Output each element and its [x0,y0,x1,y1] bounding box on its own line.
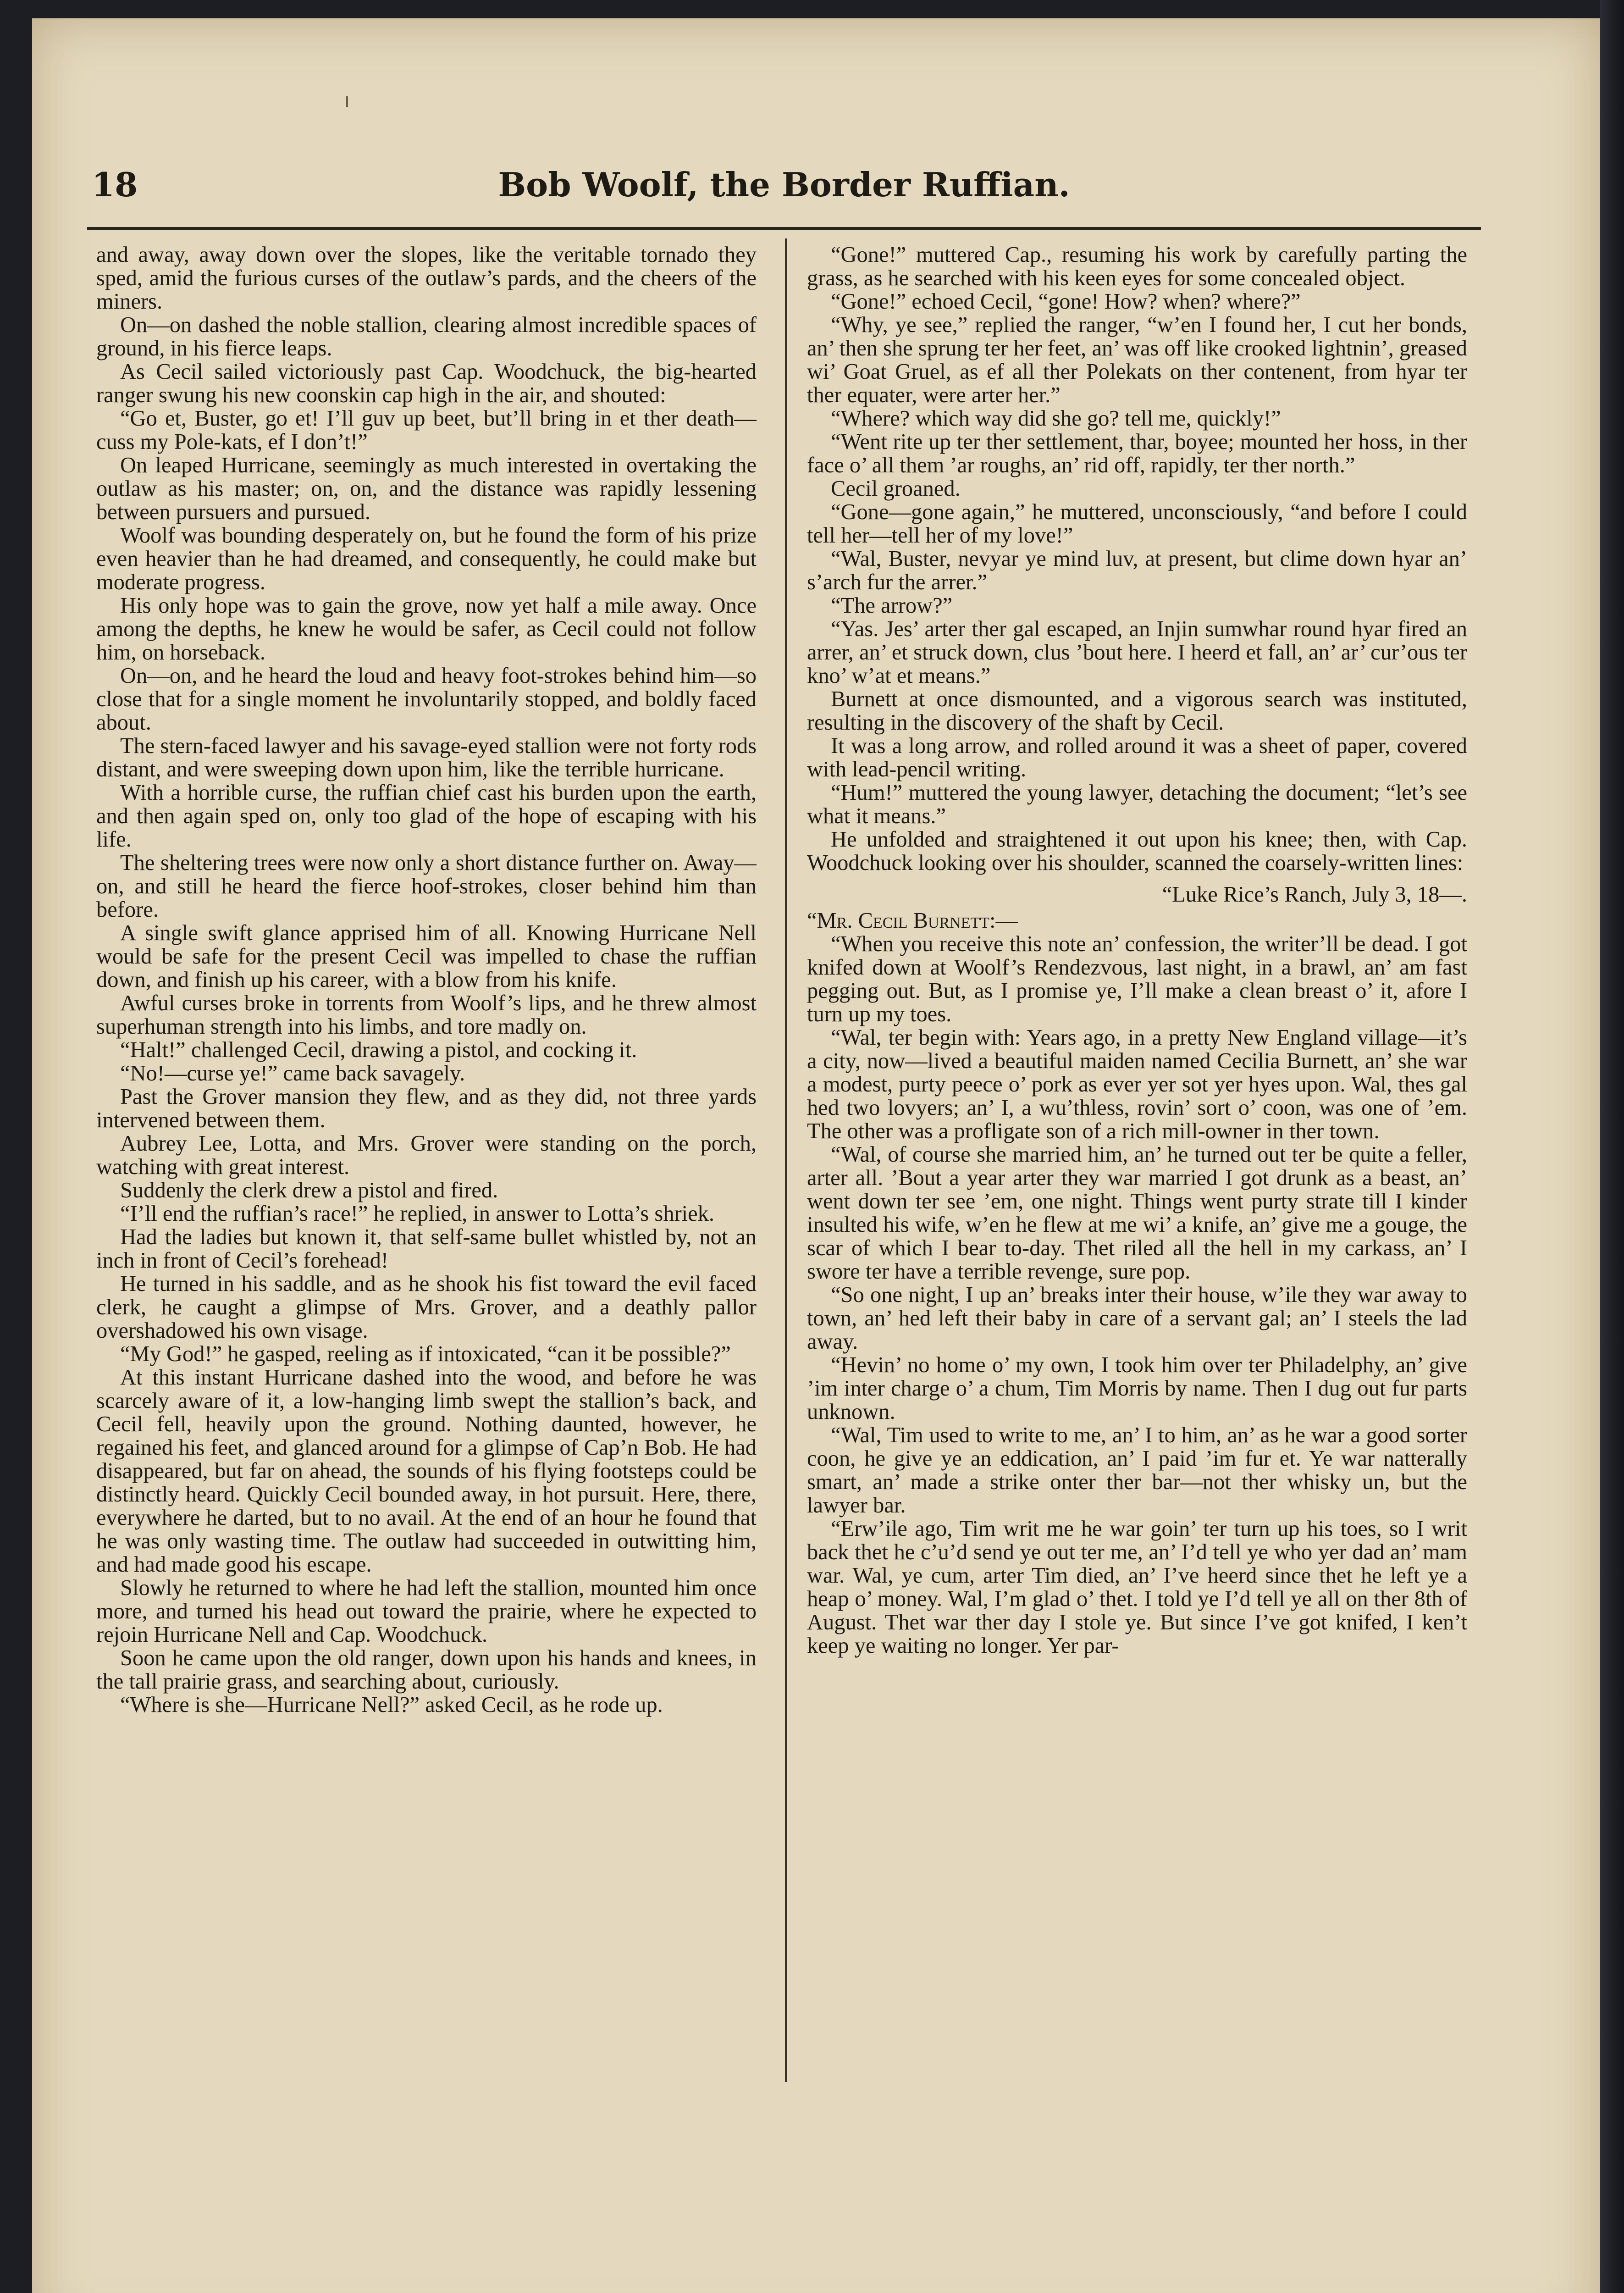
paragraph: “Hevin’ no home o’ my own, I took him over ter Philadelphy, an’ give ’im inter charge o’ a chum, Tim Morris by name. Then I dug out fur parts unknown. [807,1353,1467,1424]
paragraph: Past the Grover mansion they flew, and as they did, not three yards intervened between them. [96,1085,757,1132]
paragraph: As Cecil sailed victoriously past Cap. Woodchuck, the big-hearted ranger swung his new coonskin cap high in the air, and shouted: [96,360,757,407]
paragraph: “Wal, ter begin with: Years ago, in a pretty New England village—it’s a city, now—lived a beautiful maiden named Cecilia Burnett, an’ she war a modest, purty peece o’ pork as ever yer sot yer hyes upon. Wal, thes gal hed two lovyers; an’ I, a wu’thless, rovin’ sort o’ coon, was one of ’em. The other was a profligate son of a rich mill-owner in ther town. [807,1025,1467,1143]
column-divider [785,238,787,2082]
page-header [92,156,1476,220]
paragraph: Suddenly the clerk drew a pistol and fired. [120,1178,498,1202]
paragraph: “No!—curse ye!” came back savagely. [120,1061,465,1086]
paragraph: His only hope was to gain the grove, now yet half a mile away. Once among the depths, he knew he would be safer, as Cecil could not follow him, on horseback. [96,593,757,665]
paragraph: “Went rite up ter ther settlement, thar, boyee; mounted her hoss, in ther face o’ all them ’ar roughs, an’ rid off, rapidly, ter ther north.” [807,430,1467,477]
paragraph: Slowly he returned to where he had left the stallion, mounted him once more, and turned his head out toward the prairie, where he expected to rejoin Hurricane Nell and Cap. Woodchuck. [96,1576,757,1647]
print-mark [346,96,348,107]
paragraph: “When you receive this note an’ confession, the writer’ll be dead. I got knifed down at Woolf’s Rendezvous, last night, in a brawl, an’ am fast pegging out. But, as I promise ye, I’ll make a clean breast o’ it, afore I turn up my toes. [807,932,1467,1026]
paragraph: The stern-faced lawyer and his savage-eyed stallion were not forty rods distant, and were sweeping down upon him, like the terrible hurricane. [96,734,757,781]
binding-edge [1600,0,1624,2293]
left-column [96,243,757,2215]
paragraph: A single swift glance apprised him of all. Knowing Hurricane Nell would be safe for the present Cecil was impelled to chase the ruffian down, and finish up his career, with a blow from his knife. [96,921,757,992]
letter-salutation: “Mr. Cecil Burnett:— [807,908,1018,933]
paragraph: He turned in his saddle, and as he shook his fist toward the evil faced clerk, he caught a glimpse of Mrs. Grover, and a deathly pallor overshadowed his own visage. [96,1272,757,1343]
paragraph: On—on, and he heard the loud and heavy foot-strokes behind him—so close that for a single moment he involuntarily stopped, and boldly faced about. [96,664,757,735]
paragraph: “Erw’ile ago, Tim writ me he war goin’ ter turn up his toes, so I writ back thet he c’u’d send ye out ter me, an’ I’d tell ye who yer dad an’ mam war. Wal, ye cum, arter Tim died, an’ I’ve heerd since thet he left ye a heap o’ money. Wal, I’m glad o’ thet. I told ye I’d tell ye all on ther 8th of August. Thet war ther day I stole ye. But since I’ve got knifed, I ken’t keep ye waiting no longer. Yer par- [807,1517,1467,1658]
paragraph: “Gone!” muttered Cap., resuming his work by carefully parting the grass, as he searched with his keen eyes for some concealed object. [807,243,1467,290]
paragraph: On leaped Hurricane, seemingly as much interested in overtaking the outlaw as his master; on, on, and the distance was rapidly lessening between pursuers and pursued. [96,453,757,524]
paragraph: Cecil groaned. [831,476,961,501]
paragraph: “Wal, Tim used to write to me, an’ I to him, an’ as he war a good sorter coon, he give ye an eddication, an’ I paid ’im fur et. Ye war natterally smart, an’ made a strike onter ther bar—not ther whisky un, but the lawyer bar. [807,1423,1467,1518]
paragraph: “Where is she—Hurricane Nell?” asked Cecil, as he rode up. [120,1693,663,1717]
paragraph: The sheltering trees were now only a short distance further on. Away—on, and still he heard the fierce hoof-strokes, closer behind him than before. [96,851,757,922]
paragraph: With a horrible curse, the ruffian chief cast his burden upon the earth, and then again sped on, only too glad of the hope of escaping with his life. [96,781,757,852]
paragraph: “Gone!” echoed Cecil, “gone! How? when? where?” [831,289,1301,314]
right-column [807,243,1467,2215]
paragraph: “Hum!” muttered the young lawyer, detaching the document; “let’s see what it means.” [807,781,1467,828]
letter-dateline: “Luke Rice’s Ranch, July 3, 18—. [1162,882,1467,907]
running-title: Bob Woolf, the Border Ruffian. [498,165,1070,204]
paragraph: “Gone—gone again,” he muttered, unconsciously, “and before I could tell her—tell her of my love!” [807,500,1467,548]
page-number: 18 [92,165,138,204]
paragraph: Burnett at once dismounted, and a vigorous search was instituted, resulting in the discovery of the shaft by Cecil. [807,687,1467,735]
paragraph: “Where? which way did she go? tell me, quickly!” [831,406,1281,431]
paragraph: “Yas. Jes’ arter ther gal escaped, an Injin sumwhar round hyar fired an arrer, an’ et struck down, clus ’bout here. I heerd et fall, an’ ar’ cur’ous ter kno’ w’at et means.” [807,617,1467,688]
paragraph: Had the ladies but known it, that self-same bullet whistled by, not an inch in front of Cecil’s forehead! [96,1225,757,1273]
paragraph: “So one night, I up an’ breaks inter their house, w’ile they war away to town, an’ hed left their baby in care of a servant gal; an’ I steels the lad away. [807,1283,1467,1354]
paragraph: Soon he came upon the old ranger, down upon his hands and knees, in the tall prairie grass, and searching about, curiously. [96,1646,757,1694]
paragraph: “Wal, of course she married him, an’ he turned out ter be quite a feller, arter all. ’Bout a year arter they war married I got drunk as a beast, an’ went down ter see ’em, one night. Things went purty strate till I kinder insulted his wife, w’en he flew at me wi’ a knife, an’ give me a gouge, the scar of which I bear to-day. Thet riled all the hell in my carkass, an’ I swore ter have a terrible revenge, sure pop. [807,1142,1467,1284]
paragraph: “I’ll end the ruffian’s race!” he replied, in answer to Lotta’s shriek. [120,1202,714,1226]
paragraph: Awful curses broke in torrents from Woolf’s lips, and he threw almost superhuman strength into his limbs, and tore madly on. [96,991,757,1039]
paragraph: and away, away down over the slopes, like the veritable tornado they sped, amid the furious curses of the outlaw’s pards, and the cheers of the miners. [96,243,757,314]
paragraph: “Wal, Buster, nevyar ye mind luv, at present, but clime down hyar an’ s’arch fur the arrer.” [807,547,1467,594]
paragraph: “My God!” he gasped, reeling as if intoxicated, “can it be possible?” [120,1342,731,1366]
paragraph: It was a long arrow, and rolled around it was a sheet of paper, covered with lead-pencil writing. [807,734,1467,781]
paragraph: “Halt!” challenged Cecil, drawing a pistol, and cocking it. [120,1038,637,1062]
paragraph: At this instant Hurricane dashed into the wood, and before he was scarcely aware of it, a low-hanging limb swept the stallion’s back, and Cecil fell, heavily upon the ground. Nothing daunted, however, he regained his feet, and glanced around for a glimpse of Cap’n Bob. He had disappeared, but far on ahead, the sounds of his flying footsteps could be distinctly heard. Quickly Cecil bounded away, in hot pursuit. Here, there, everywhere he darted, but to no avail. At the end of an hour he found that he was only wasting time. The outlaw had succeeded in outwitting him, and had made good his escape. [96,1365,757,1577]
paragraph: Woolf was bounding desperately on, but he found the form of his prize even heavier than he had dreamed, and consequently, he could make but moderate progress. [96,523,757,594]
paragraph: On—on dashed the noble stallion, clearing almost incredible spaces of ground, in his fierce leaps. [96,313,757,360]
paragraph: “Why, ye see,” replied the ranger, “w’en I found her, I cut her bonds, an’ then she sprung ter her feet, an’ was off like crooked lightnin’, greased wi’ Goat Gruel, as ef all ther Polekats on ther contenent, from hyar ter ther equater, were arter her.” [807,313,1467,407]
paragraph: He unfolded and straightened it out upon his knee; then, with Cap. Woodchuck looking over his shoulder, scanned the coarsely-written lines: [807,827,1467,875]
paragraph: Aubrey Lee, Lotta, and Mrs. Grover were standing on the porch, watching with great interest. [96,1131,757,1179]
paragraph: “Go et, Buster, go et! I’ll guv up beet, but’ll bring in et ther death—cuss my Pole-kats, ef I don’t!” [96,406,757,454]
paragraph: “The arrow?” [831,593,953,618]
header-rule [87,227,1481,230]
